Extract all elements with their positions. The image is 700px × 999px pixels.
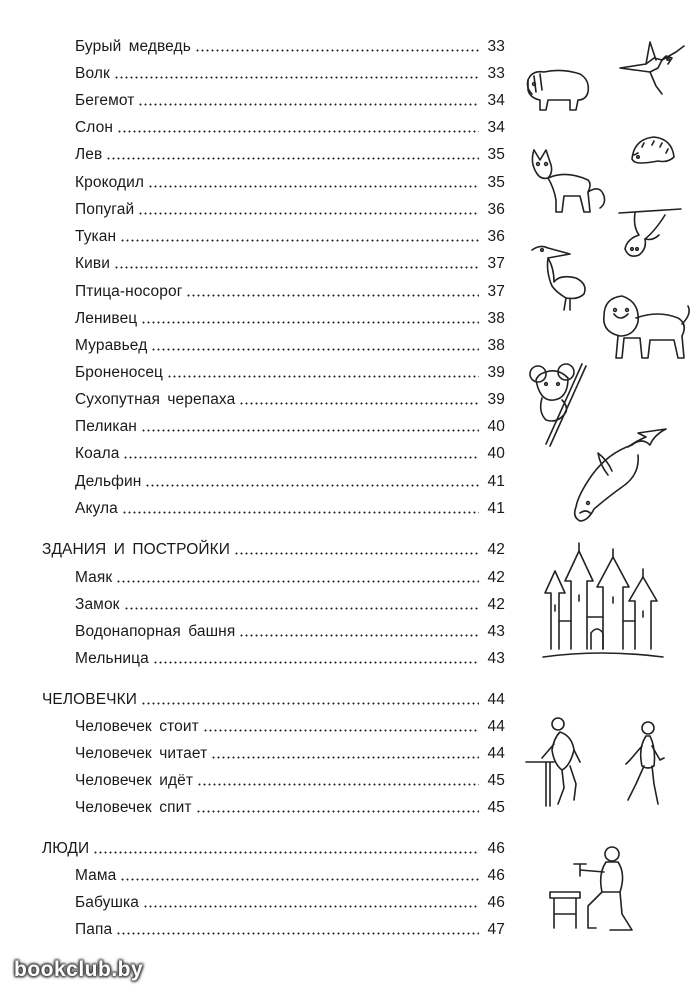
dot-leader	[114, 76, 479, 79]
entry-label: Маяк	[75, 569, 116, 587]
entry-label: Муравьед	[75, 337, 151, 355]
dot-leader	[141, 321, 479, 324]
entry-label: Киви	[75, 255, 114, 273]
entry-label: Волк	[75, 65, 114, 83]
entry-label: Ленивец	[75, 310, 141, 328]
toc-entry[interactable]	[75, 890, 505, 912]
lion-icon	[598, 292, 694, 368]
badger-icon	[522, 66, 594, 114]
dot-leader	[122, 511, 479, 514]
entry-label: Замок	[75, 596, 124, 614]
entry-page: 34	[487, 92, 505, 109]
dot-leader	[138, 103, 479, 106]
toc-entry[interactable]	[75, 619, 505, 641]
entry-page: 33	[487, 38, 505, 55]
toc-entry[interactable]	[75, 360, 505, 382]
entry-label: Человечек спит	[75, 799, 196, 817]
section-page: 44	[487, 691, 505, 708]
toc-entry[interactable]	[75, 115, 505, 137]
dot-leader	[106, 157, 479, 160]
dot-leader	[148, 185, 479, 188]
hedgehog-icon	[628, 133, 678, 169]
toc-entry[interactable]	[75, 197, 505, 219]
entry-label: Дельфин	[75, 473, 145, 491]
toc-entry[interactable]	[75, 142, 505, 164]
dot-leader	[117, 130, 479, 133]
entry-label: Крокодил	[75, 174, 148, 192]
entry-page: 40	[487, 445, 505, 462]
entry-page: 38	[487, 310, 505, 327]
entry-label: Человечек читает	[75, 745, 211, 763]
dot-leader	[186, 294, 479, 297]
dot-leader	[197, 783, 479, 786]
entry-label: Броненосец	[75, 364, 167, 382]
entry-page: 44	[487, 745, 505, 762]
dot-leader	[145, 484, 479, 487]
section-title: ЧЕЛОВЕЧКИ	[42, 691, 141, 709]
dolphin-icon	[568, 425, 670, 523]
dot-leader	[116, 580, 479, 583]
toc-entry[interactable]	[75, 741, 505, 763]
entry-page: 42	[487, 569, 505, 586]
entry-label: Птица-носорог	[75, 283, 186, 301]
entry-label: Мельница	[75, 650, 153, 668]
section-title: ЗДАНИЯ И ПОСТРОЙКИ	[42, 541, 234, 559]
dot-leader	[120, 239, 479, 242]
toc-entry[interactable]	[75, 306, 505, 328]
dot-leader	[151, 348, 479, 351]
entry-label: Бегемот	[75, 92, 138, 110]
entry-page: 35	[487, 146, 505, 163]
entry-page: 46	[487, 867, 505, 884]
entry-page: 37	[487, 255, 505, 272]
dot-leader	[141, 429, 479, 432]
toc-entry[interactable]	[75, 224, 505, 246]
toc-entry[interactable]	[75, 333, 505, 355]
toc-entry[interactable]	[75, 592, 505, 614]
carpenter-icon	[540, 844, 640, 936]
dot-leader	[93, 851, 479, 854]
entry-page: 36	[487, 228, 505, 245]
dot-leader	[195, 49, 479, 52]
dot-leader	[124, 607, 479, 610]
toc-entry[interactable]	[75, 795, 505, 817]
pelican-icon	[526, 240, 592, 316]
toc-entry[interactable]	[75, 170, 505, 192]
entry-label: Пеликан	[75, 418, 141, 436]
toc-entry[interactable]	[75, 863, 505, 885]
entry-label: Тукан	[75, 228, 120, 246]
dot-leader	[211, 756, 479, 759]
entry-page: 41	[487, 500, 505, 517]
dot-leader	[203, 729, 479, 732]
toc-entry[interactable]	[75, 565, 505, 587]
dot-leader	[138, 212, 479, 215]
watermark: bookclub.by	[14, 958, 144, 981]
entry-label: Папа	[75, 921, 116, 939]
toc-entry[interactable]	[75, 251, 505, 273]
entry-page: 42	[487, 596, 505, 613]
entry-page: 38	[487, 337, 505, 354]
toc-entry[interactable]	[75, 917, 505, 939]
entry-label: Попугай	[75, 201, 138, 219]
hummingbird-icon	[610, 38, 690, 98]
entry-label: Бурый медведь	[75, 38, 195, 56]
toc-section-little-men[interactable]	[42, 687, 505, 709]
entry-page: 46	[487, 894, 505, 911]
entry-label: Человечек стоит	[75, 718, 203, 736]
dot-leader	[114, 266, 479, 269]
castle-icon	[541, 541, 665, 661]
entry-label: Слон	[75, 119, 117, 137]
entry-label: Лев	[75, 146, 106, 164]
toc-section-buildings[interactable]	[42, 537, 505, 559]
section-page: 46	[487, 840, 505, 857]
standing-man-icon	[524, 714, 592, 810]
toc-section-people[interactable]	[42, 836, 505, 858]
toc-entry[interactable]	[75, 496, 505, 518]
toc-entry[interactable]	[75, 414, 505, 436]
entry-label: Акула	[75, 500, 122, 518]
section-page: 42	[487, 541, 505, 558]
toc-entry[interactable]	[75, 34, 505, 56]
entry-page: 36	[487, 201, 505, 218]
toc-entry[interactable]	[75, 279, 505, 301]
entry-page: 37	[487, 283, 505, 300]
dot-leader	[239, 634, 479, 637]
toc-entry[interactable]	[75, 646, 505, 668]
entry-label: Бабушка	[75, 894, 143, 912]
dot-leader	[143, 905, 479, 908]
entry-page: 35	[487, 174, 505, 191]
entry-label: Человечек идёт	[75, 772, 197, 790]
entry-page: 45	[487, 799, 505, 816]
toc-entry[interactable]	[75, 88, 505, 110]
sloth-icon	[615, 205, 685, 265]
dot-leader	[141, 702, 479, 705]
toc-entry[interactable]	[75, 714, 505, 736]
entry-page: 40	[487, 418, 505, 435]
entry-page: 33	[487, 65, 505, 82]
entry-label: Коала	[75, 445, 123, 463]
entry-label: Мама	[75, 867, 120, 885]
entry-page: 43	[487, 623, 505, 640]
entry-page: 44	[487, 718, 505, 735]
dot-leader	[196, 810, 479, 813]
toc-entry[interactable]	[75, 768, 505, 790]
walking-man-icon	[612, 718, 672, 810]
wolf-icon	[526, 144, 608, 216]
entry-page: 41	[487, 473, 505, 490]
entry-page: 43	[487, 650, 505, 667]
toc-entry[interactable]	[75, 387, 505, 409]
entry-page: 45	[487, 772, 505, 789]
entry-page: 39	[487, 391, 505, 408]
dot-leader	[234, 552, 479, 555]
dot-leader	[123, 456, 479, 459]
toc-entry[interactable]	[75, 61, 505, 83]
entry-label: Водонапорная башня	[75, 623, 239, 641]
entry-label: Сухопутная черепаха	[75, 391, 239, 409]
toc-entry[interactable]	[75, 469, 505, 491]
section-title: ЛЮДИ	[42, 840, 93, 858]
dot-leader	[239, 402, 479, 405]
dot-leader	[120, 878, 479, 881]
dot-leader	[167, 375, 479, 378]
entry-page: 47	[487, 921, 505, 938]
entry-page: 39	[487, 364, 505, 381]
entry-page: 34	[487, 119, 505, 136]
dot-leader	[153, 661, 479, 664]
dot-leader	[116, 932, 479, 935]
toc-entry[interactable]	[75, 441, 505, 463]
